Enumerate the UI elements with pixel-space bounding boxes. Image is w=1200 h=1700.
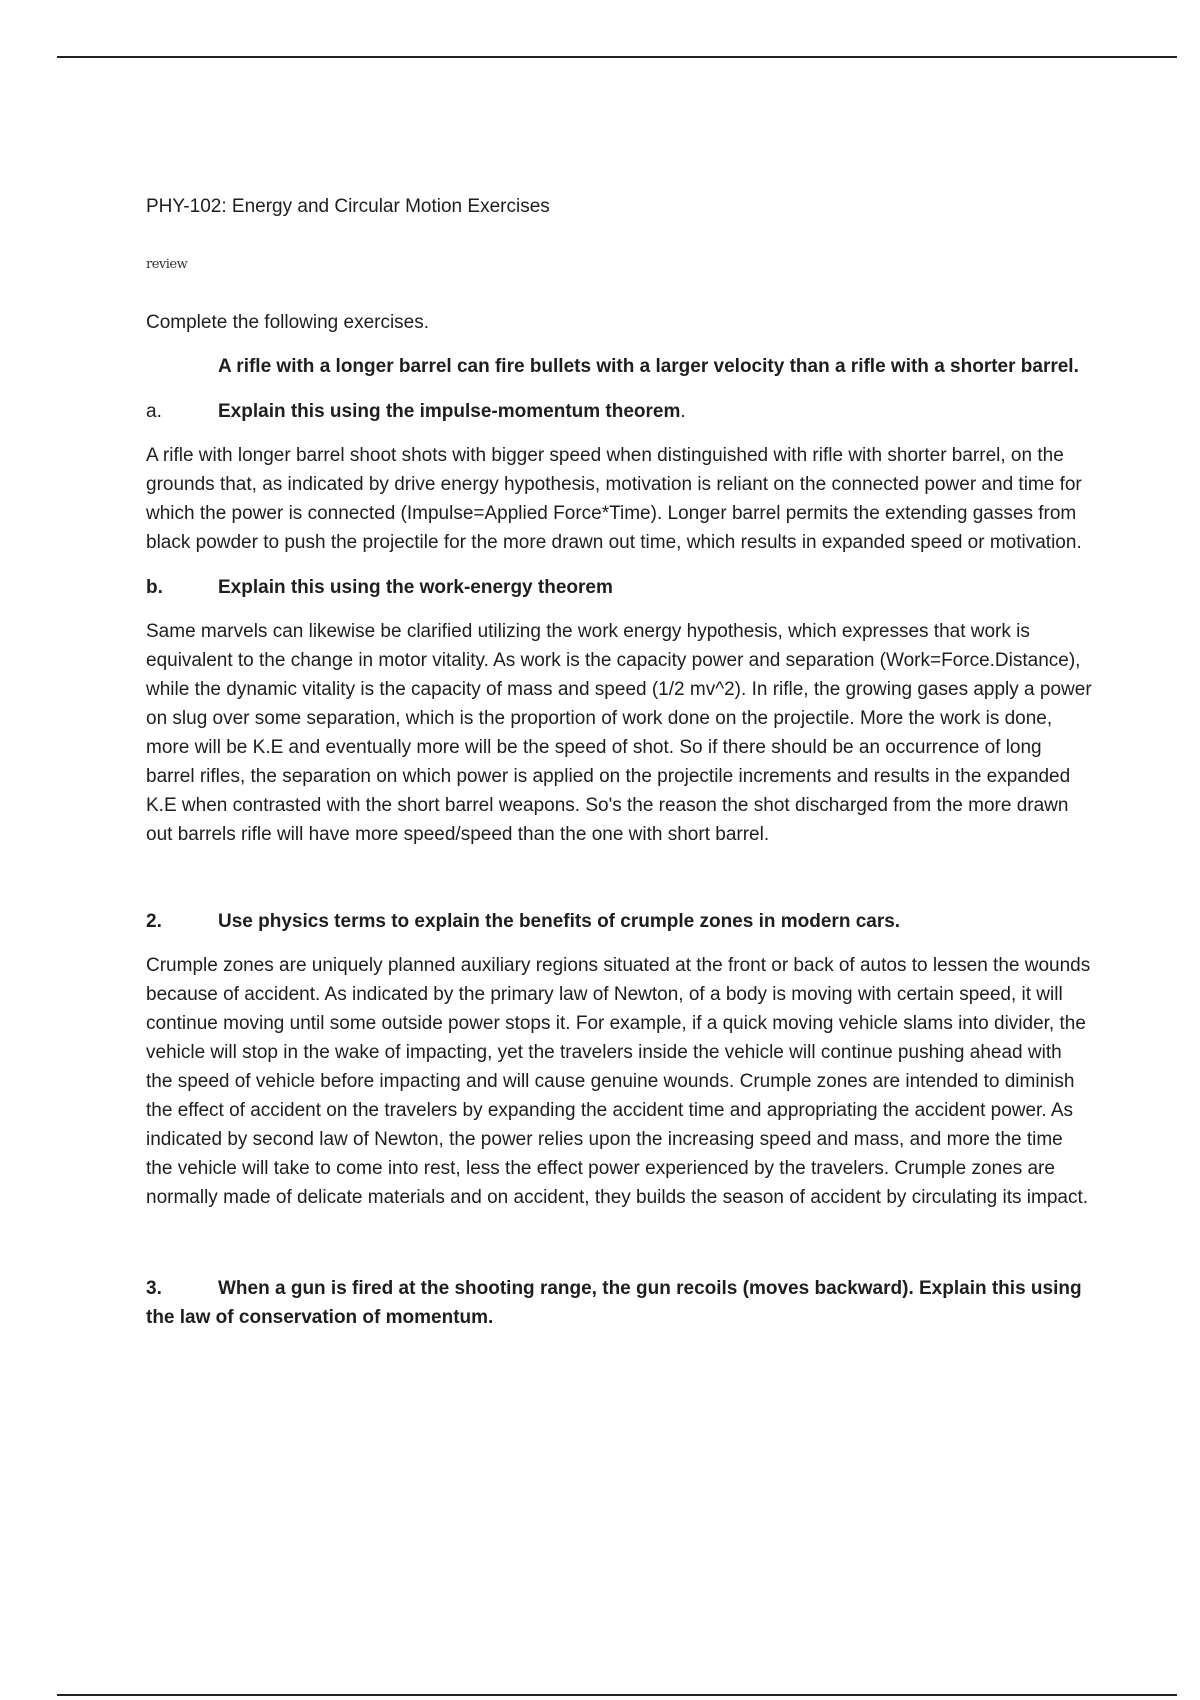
question-1b-text: Explain this using the work-energy theorem (218, 577, 613, 598)
review-tag: review (146, 257, 188, 272)
question-1: A rifle with a longer barrel can fire bullets with a larger velocity than a rifle with a shorter barrel. (218, 356, 1079, 377)
question-1b (146, 573, 1092, 602)
question-2-text: Use physics terms to explain the benefits of crumple zones in modern cars. (218, 911, 901, 932)
question-3-label: 3. (146, 1278, 162, 1299)
answer-2: Crumple zones are uniquely planned auxiliary regions situated at the front or back of autos to lessen the wounds because of accident. As indicated by the primary law of Newton, of a body is moving with certain speed, it will continue moving until some outside power stops it. For example, if a quick moving vehicle slams into divider, the vehicle will stop in the wake of impacting, yet the travelers inside the vehicle will continue pushing ahead with the speed of vehicle before impacting and will cause genuine wounds. Crumple zones are intended to diminish the effect of accident on the travelers by expanding the accident time and appropriating the accident power. As indicated by second law of Newton, the power relies upon the increasing speed and mass, and more the time the vehicle will take to come into rest, less the effect power experienced by the travelers. Crumple zones are normally made of delicate materials and on accident, they builds the season of accident by circulating its impact. (146, 955, 1091, 1208)
question-1a-label: a. (146, 401, 162, 422)
question-2 (146, 907, 1092, 936)
question-1b-label: b. (146, 577, 163, 598)
question-1a (146, 397, 1092, 426)
header-rule (57, 56, 1177, 58)
question-2-label: 2. (146, 911, 162, 932)
question-1a-text: Explain this using the impulse-momentum theorem (218, 401, 681, 422)
document-body (146, 192, 1092, 1332)
document-title: PHY-102: Energy and Circular Motion Exercises (146, 196, 550, 217)
question-3 (146, 1274, 1092, 1332)
footer-rule (57, 1694, 1177, 1696)
question-3-text: When a gun is fired at the shooting range, the gun recoils (moves backward). Explain this using the law of conservation of momentum. (146, 1278, 1082, 1328)
answer-1b: Same marvels can likewise be clarified utilizing the work energy hypothesis, which expresses that work is equivalent to the change in motor vitality. As work is the capacity power and separation (Work=Force.Distance), while the dynamic vitality is the capacity of mass and speed (1/2 mv^2). In rifle, the growing gases apply a power on slug over some separation, which is the proportion of work done on the projectile. More the work is done, more will be K.E and eventually more will be the speed of shot. So if there should be an occurrence of long barrel rifles, the separation on which power is applied on the projectile increments and results in the expanded K.E when contrasted with the short barrel weapons. So's the reason the shot discharged from the more drawn out barrels rifle will have more speed/speed than the one with short barrel. (146, 621, 1092, 845)
question-1a-period: . (680, 401, 686, 422)
answer-1a: A rifle with longer barrel shoot shots with bigger speed when distinguished with rifle with shorter barrel, on the grounds that, as indicated by drive energy hypothesis, motivation is reliant on the connected power and time for which the power is connected (Impulse=Applied Force*Time). Longer barrel permits the extending gasses from black powder to push the projectile for the more drawn out time, which results in expanded speed or motivation. (146, 445, 1082, 553)
instructions: Complete the following exercises. (146, 312, 430, 333)
